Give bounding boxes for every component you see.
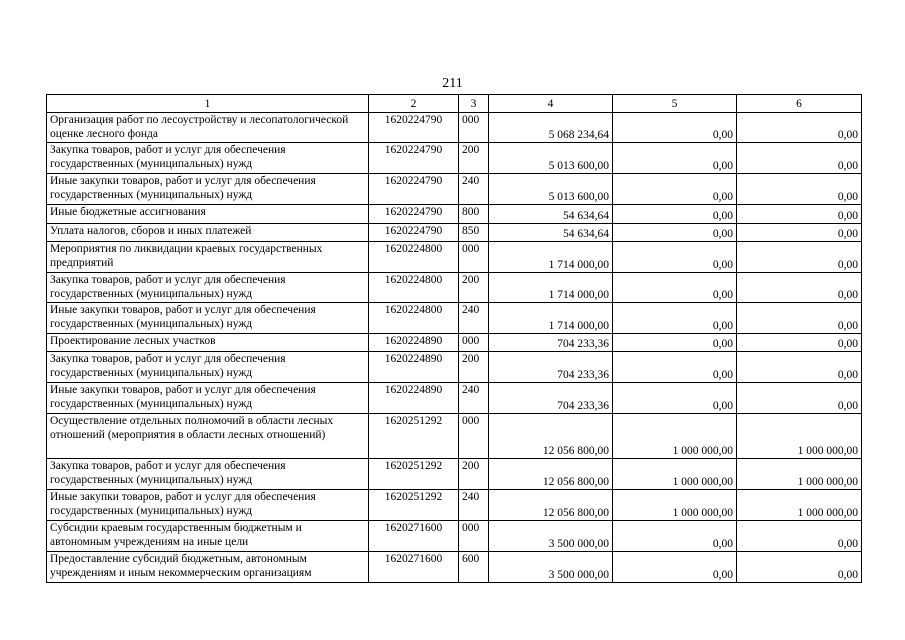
row-value-col6: 0,00 [737, 383, 862, 414]
row-value-col6: 0,00 [737, 303, 862, 334]
page-number: 211 [442, 76, 463, 91]
row-value-col5: 0,00 [613, 552, 737, 583]
row-type-cell: 850 [459, 224, 489, 242]
row-value-col6: 0,00 [737, 224, 862, 242]
row-name-cell: Закупка товаров, работ и услуг для обеспечения государственных (муниципальных) нужд [47, 273, 369, 303]
row-type-cell: 000 [459, 113, 489, 143]
row-type-cell: 200 [459, 352, 489, 383]
table-row [47, 414, 862, 459]
row-name-cell: Проектирование лесных участков [47, 334, 369, 352]
row-type-cell: 000 [459, 521, 489, 552]
row-value-col5: 0,00 [613, 334, 737, 352]
row-type-cell: 200 [459, 143, 489, 174]
row-value-col6: 1 000 000,00 [737, 490, 862, 521]
row-value-col5: 0,00 [613, 273, 737, 303]
column-header: 3 [459, 95, 489, 113]
row-value-col5: 0,00 [613, 383, 737, 414]
row-value-col5: 0,00 [613, 352, 737, 383]
row-value-col6: 0,00 [737, 521, 862, 552]
row-value-col4: 1 714 000,00 [489, 303, 613, 334]
row-value-col4: 12 056 800,00 [489, 490, 613, 521]
row-value-col6: 0,00 [737, 334, 862, 352]
row-value-col5: 0,00 [613, 143, 737, 174]
row-value-col6: 1 000 000,00 [737, 459, 862, 490]
row-code-cell: 1620224790 [369, 143, 459, 174]
row-name-cell: Закупка товаров, работ и услуг для обеспечения государственных (муниципальных) нужд [47, 352, 369, 383]
row-value-col6: 0,00 [737, 113, 862, 143]
row-value-col6: 0,00 [737, 273, 862, 303]
row-value-col5: 0,00 [613, 521, 737, 552]
table-row [47, 205, 862, 224]
row-type-cell: 000 [459, 414, 489, 459]
row-name-cell: Субсидии краевым государственным бюджетным и автономным учреждениям на иные цели [47, 521, 369, 552]
row-type-cell: 240 [459, 490, 489, 521]
table-row [47, 383, 862, 414]
table-row [47, 113, 862, 143]
row-type-cell: 800 [459, 205, 489, 224]
row-name-cell: Закупка товаров, работ и услуг для обеспечения государственных (муниципальных) нужд [47, 143, 369, 174]
row-value-col5: 0,00 [613, 224, 737, 242]
row-value-col6: 1 000 000,00 [737, 414, 862, 459]
row-value-col5: 0,00 [613, 242, 737, 273]
row-name-cell: Мероприятия по ликвидации краевых государственных предприятий [47, 242, 369, 273]
row-value-col4: 1 714 000,00 [489, 242, 613, 273]
row-value-col4: 704 233,36 [489, 383, 613, 414]
row-name-cell: Организация работ по лесоустройству и лесопатологической оценке лесного фонда [47, 113, 369, 143]
table-row [47, 242, 862, 273]
row-value-col4: 704 233,36 [489, 352, 613, 383]
row-value-col6: 0,00 [737, 552, 862, 583]
row-value-col4: 54 634,64 [489, 205, 613, 224]
column-header: 5 [613, 95, 737, 113]
row-value-col5: 0,00 [613, 174, 737, 205]
row-value-col4: 1 714 000,00 [489, 273, 613, 303]
row-value-col4: 3 500 000,00 [489, 521, 613, 552]
table-row [47, 174, 862, 205]
row-value-col4: 12 056 800,00 [489, 414, 613, 459]
row-name-cell: Иные закупки товаров, работ и услуг для обеспечения государственных (муниципальных) нужд [47, 490, 369, 521]
row-type-cell: 000 [459, 242, 489, 273]
row-value-col4: 5 013 600,00 [489, 174, 613, 205]
row-type-cell: 200 [459, 459, 489, 490]
row-type-cell: 600 [459, 552, 489, 583]
row-name-cell: Иные бюджетные ассигнования [47, 205, 369, 224]
column-header: 2 [369, 95, 459, 113]
row-name-cell: Предоставление субсидий бюджетным, автономным учреждениям и иным некоммерческим организациям [47, 552, 369, 583]
row-code-cell: 1620271600 [369, 521, 459, 552]
row-code-cell: 1620251292 [369, 490, 459, 521]
row-type-cell: 240 [459, 383, 489, 414]
row-value-col4: 5 013 600,00 [489, 143, 613, 174]
header-row [47, 95, 862, 113]
table-row [47, 334, 862, 352]
row-code-cell: 1620224800 [369, 303, 459, 334]
row-value-col5: 1 000 000,00 [613, 490, 737, 521]
column-header: 4 [489, 95, 613, 113]
row-value-col5: 0,00 [613, 113, 737, 143]
column-header: 1 [47, 95, 369, 113]
budget-table [46, 94, 862, 583]
row-name-cell: Иные закупки товаров, работ и услуг для обеспечения государственных (муниципальных) нужд [47, 174, 369, 205]
table-row [47, 521, 862, 552]
row-name-cell: Осуществление отдельных полномочий в области лесных отношений (мероприятия в области лесных отношений) [47, 414, 369, 459]
row-value-col6: 0,00 [737, 242, 862, 273]
row-code-cell: 1620224800 [369, 242, 459, 273]
row-name-cell: Закупка товаров, работ и услуг для обеспечения государственных (муниципальных) нужд [47, 459, 369, 490]
table-row [47, 273, 862, 303]
row-value-col5: 0,00 [613, 205, 737, 224]
table-row [47, 490, 862, 521]
table-row [47, 352, 862, 383]
row-code-cell: 1620224800 [369, 273, 459, 303]
row-type-cell: 240 [459, 174, 489, 205]
row-name-cell: Уплата налогов, сборов и иных платежей [47, 224, 369, 242]
table-row [47, 459, 862, 490]
row-value-col4: 54 634,64 [489, 224, 613, 242]
column-header: 6 [737, 95, 862, 113]
row-code-cell: 1620251292 [369, 459, 459, 490]
row-value-col6: 0,00 [737, 205, 862, 224]
row-value-col4: 5 068 234,64 [489, 113, 613, 143]
row-code-cell: 1620224890 [369, 334, 459, 352]
row-code-cell: 1620224790 [369, 174, 459, 205]
table-row [47, 552, 862, 583]
row-code-cell: 1620224790 [369, 205, 459, 224]
row-value-col5: 0,00 [613, 303, 737, 334]
row-type-cell: 000 [459, 334, 489, 352]
row-name-cell: Иные закупки товаров, работ и услуг для обеспечения государственных (муниципальных) нужд [47, 303, 369, 334]
row-value-col4: 3 500 000,00 [489, 552, 613, 583]
row-value-col6: 0,00 [737, 352, 862, 383]
row-value-col4: 12 056 800,00 [489, 459, 613, 490]
row-type-cell: 240 [459, 303, 489, 334]
row-value-col4: 704 233,36 [489, 334, 613, 352]
row-code-cell: 1620224890 [369, 352, 459, 383]
row-code-cell: 1620271600 [369, 552, 459, 583]
row-code-cell: 1620224790 [369, 113, 459, 143]
row-value-col6: 0,00 [737, 143, 862, 174]
row-value-col5: 1 000 000,00 [613, 414, 737, 459]
table-row [47, 303, 862, 334]
table-row [47, 224, 862, 242]
row-name-cell: Иные закупки товаров, работ и услуг для обеспечения государственных (муниципальных) нужд [47, 383, 369, 414]
row-code-cell: 1620224790 [369, 224, 459, 242]
row-code-cell: 1620224890 [369, 383, 459, 414]
row-value-col5: 1 000 000,00 [613, 459, 737, 490]
row-type-cell: 200 [459, 273, 489, 303]
row-value-col6: 0,00 [737, 174, 862, 205]
table-row [47, 143, 862, 174]
row-code-cell: 1620251292 [369, 414, 459, 459]
